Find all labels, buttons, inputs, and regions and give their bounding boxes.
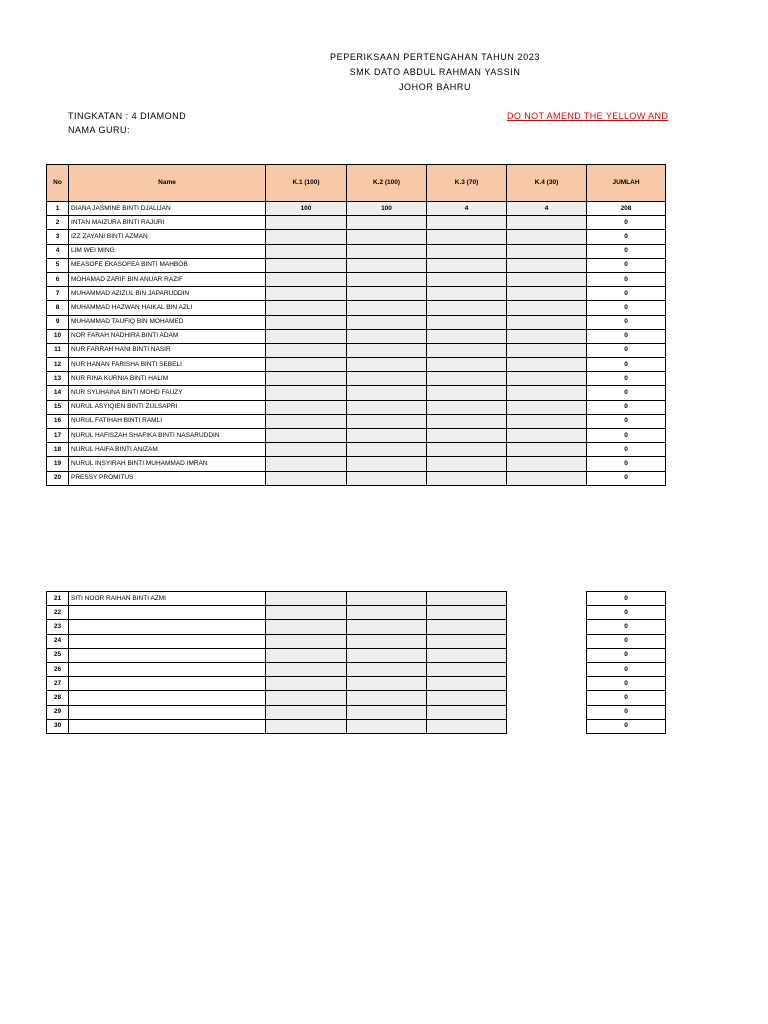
student-name[interactable]: NURUL INSYIRAH BINTI MUHAMMAD IMRAN [69,457,266,471]
student-name[interactable]: MUHAMMAD HAZWAN HAIKAL BIN AZLI [69,301,266,315]
score-k1[interactable] [266,343,347,357]
score-k3[interactable] [427,400,507,414]
table-row [47,457,666,471]
score-k3[interactable] [427,216,507,230]
score-k3[interactable] [427,386,507,400]
col-jumlah: JUMLAH [587,165,666,202]
student-name[interactable] [69,620,266,634]
row-number: 15 [47,400,69,414]
score-k2[interactable] [347,329,427,343]
score-k3[interactable] [427,244,507,258]
empty-cell [507,677,587,691]
table-row [47,719,666,733]
score-k4[interactable] [507,429,587,443]
table-row [47,230,666,244]
row-number: 27 [47,677,69,691]
total-jumlah: 0 [587,443,666,457]
score-k1[interactable] [266,443,347,457]
score-k2[interactable] [347,719,427,733]
score-k4[interactable]: 4 [507,202,587,216]
table-row [47,648,666,662]
score-k3[interactable] [427,443,507,457]
row-number: 4 [47,244,69,258]
score-k3[interactable] [427,606,507,620]
score-k2[interactable] [347,705,427,719]
score-k1[interactable]: 100 [266,202,347,216]
table-row [47,620,666,634]
score-k2[interactable] [347,301,427,315]
total-jumlah: 0 [587,216,666,230]
score-k3[interactable] [427,705,507,719]
student-name[interactable] [69,691,266,705]
table-row [47,634,666,648]
table-row [47,429,666,443]
row-number: 6 [47,272,69,286]
score-k3[interactable]: 4 [427,202,507,216]
student-name[interactable] [69,634,266,648]
row-number: 25 [47,648,69,662]
row-number: 14 [47,386,69,400]
table-row [47,691,666,705]
score-k1[interactable] [266,272,347,286]
col-k3: K.3 (70) [427,165,507,202]
score-k2[interactable] [347,386,427,400]
student-name[interactable]: NURUL ASYIQIEN BINTI ZULSAPRI [69,400,266,414]
row-number: 18 [47,443,69,457]
student-name[interactable] [69,705,266,719]
row-number: 11 [47,343,69,357]
score-k3[interactable] [427,329,507,343]
class-label: TINGKATAN : 4 DIAMOND [68,111,187,121]
score-k4[interactable] [507,230,587,244]
score-k4[interactable] [507,443,587,457]
score-k2[interactable] [347,372,427,386]
table-row [47,705,666,719]
score-k1[interactable] [266,400,347,414]
total-jumlah: 0 [587,662,666,676]
table-row [47,471,666,485]
school-name: SMK DATO ABDUL RAHMAN YASSIN [349,67,521,77]
score-k2[interactable] [347,443,427,457]
total-jumlah: 0 [587,592,666,606]
score-k4[interactable] [507,287,587,301]
score-k2[interactable] [347,244,427,258]
score-k4[interactable] [507,358,587,372]
table-row [47,258,666,272]
score-k3[interactable] [427,719,507,733]
score-k2[interactable] [347,216,427,230]
empty-cell [507,662,587,676]
empty-cell [507,691,587,705]
student-name[interactable]: NUR SYUHAINA BINTI MOHD FAUZY [69,386,266,400]
student-name[interactable] [69,677,266,691]
table-row [47,662,666,676]
score-k1[interactable] [266,662,347,676]
row-number: 7 [47,287,69,301]
col-k4: K.4 (30) [507,165,587,202]
score-k3[interactable] [427,414,507,428]
total-jumlah: 0 [587,358,666,372]
score-k4[interactable] [507,244,587,258]
table-row [47,244,666,258]
table-header-row [47,165,666,202]
score-k1[interactable] [266,216,347,230]
table-row [47,606,666,620]
row-number: 2 [47,216,69,230]
score-k1[interactable] [266,471,347,485]
score-k3[interactable] [427,648,507,662]
table-row [47,443,666,457]
score-k1[interactable] [266,372,347,386]
student-name[interactable]: NURUL HAFISZAH SHAFIKA BINTI NASARUDDIN [69,429,266,443]
score-k3[interactable] [427,662,507,676]
total-jumlah: 0 [587,648,666,662]
total-jumlah: 0 [587,301,666,315]
table-row [47,315,666,329]
empty-cell [507,634,587,648]
score-k1[interactable] [266,719,347,733]
student-name[interactable] [69,606,266,620]
score-k2[interactable]: 100 [347,202,427,216]
total-jumlah: 208 [587,202,666,216]
row-number: 3 [47,230,69,244]
score-k4[interactable] [507,457,587,471]
student-name[interactable]: NOR FARAH NADHIRA BINTI ADAM [69,329,266,343]
total-jumlah: 0 [587,272,666,286]
student-name[interactable]: LIM WEI MING [69,244,266,258]
score-k2[interactable] [347,691,427,705]
score-k1[interactable] [266,677,347,691]
score-k1[interactable] [266,414,347,428]
warning-note: DO NOT AMEND THE YELLOW AND [507,111,669,121]
table-row [47,400,666,414]
score-k4[interactable] [507,315,587,329]
score-k2[interactable] [347,230,427,244]
total-jumlah: 0 [587,691,666,705]
student-name[interactable] [69,648,266,662]
score-k1[interactable] [266,691,347,705]
score-k1[interactable] [266,230,347,244]
row-number: 20 [47,471,69,485]
score-k1[interactable] [266,648,347,662]
score-k2[interactable] [347,620,427,634]
row-number: 21 [47,592,69,606]
score-k3[interactable] [427,457,507,471]
score-k4[interactable] [507,400,587,414]
student-name[interactable]: MUHAMMAD AZIZUL BIN JAPARUDDIN [69,287,266,301]
total-jumlah: 0 [587,471,666,485]
total-jumlah: 0 [587,343,666,357]
score-k3[interactable] [427,691,507,705]
row-number: 28 [47,691,69,705]
student-name[interactable]: NUR FARRAH HANI BINTI NASIR [69,343,266,357]
score-k2[interactable] [347,400,427,414]
score-k4[interactable] [507,258,587,272]
score-k2[interactable] [347,471,427,485]
empty-cell [507,705,587,719]
score-k1[interactable] [266,620,347,634]
table-row [47,216,666,230]
score-k2[interactable] [347,606,427,620]
score-k1[interactable] [266,287,347,301]
table-row [47,592,666,606]
score-k3[interactable] [427,315,507,329]
score-k1[interactable] [266,634,347,648]
score-k1[interactable] [266,429,347,443]
row-number: 8 [47,301,69,315]
table-row [47,343,666,357]
score-k4[interactable] [507,386,587,400]
total-jumlah: 0 [587,677,666,691]
student-name[interactable]: INTAN MAIZURA BINTI RAJURI [69,216,266,230]
total-jumlah: 0 [587,620,666,634]
row-number: 5 [47,258,69,272]
row-number: 9 [47,315,69,329]
total-jumlah: 0 [587,287,666,301]
score-k2[interactable] [347,315,427,329]
total-jumlah: 0 [587,634,666,648]
score-k2[interactable] [347,358,427,372]
total-jumlah: 0 [587,414,666,428]
row-number: 10 [47,329,69,343]
total-jumlah: 0 [587,457,666,471]
score-k3[interactable] [427,301,507,315]
score-k2[interactable] [347,457,427,471]
total-jumlah: 0 [587,230,666,244]
score-k3[interactable] [427,620,507,634]
student-name[interactable]: IZZ ZAYANI BINTI AZMAN [69,230,266,244]
score-k2[interactable] [347,429,427,443]
teacher-label: NAMA GURU: [68,125,131,135]
score-k4[interactable] [507,301,587,315]
empty-cell [507,620,587,634]
table-row [47,358,666,372]
score-k1[interactable] [266,301,347,315]
score-k1[interactable] [266,358,347,372]
total-jumlah: 0 [587,705,666,719]
student-name[interactable] [69,719,266,733]
table-row [47,677,666,691]
score-k2[interactable] [347,592,427,606]
score-k3[interactable] [427,677,507,691]
empty-cell [507,592,587,606]
row-number: 16 [47,414,69,428]
score-k1[interactable] [266,606,347,620]
table-row [47,202,666,216]
score-k4[interactable] [507,343,587,357]
score-k1[interactable] [266,258,347,272]
student-name[interactable]: SITI NOOR RAIHAN BINTI AZMI [69,592,266,606]
total-jumlah: 0 [587,258,666,272]
student-name[interactable]: NUR HANAN FARISHA BINTI SEBELI [69,358,266,372]
student-name[interactable]: MOHAMAD ZARIF BIN ANUAR RAZIF [69,272,266,286]
student-name[interactable]: MEASOFE EKASOFEA BINTI MAHBOB [69,258,266,272]
total-jumlah: 0 [587,400,666,414]
extra-marks-table [46,591,666,734]
row-number: 12 [47,358,69,372]
score-k1[interactable] [266,244,347,258]
table-row [47,386,666,400]
score-k3[interactable] [427,592,507,606]
score-k2[interactable] [347,343,427,357]
student-name[interactable]: NURUL FATIHAH BINTI RAMLI [69,414,266,428]
row-number: 1 [47,202,69,216]
table-row [47,287,666,301]
score-k3[interactable] [427,343,507,357]
student-name[interactable]: DIANA JASMINE BINTI DJALIJAN [69,202,266,216]
report-title: PEPERIKSAAN PERTENGAHAN TAHUN 2023 [330,52,540,62]
score-k4[interactable] [507,329,587,343]
student-name[interactable]: NUR RINA KURNIA BINTI HALIM [69,372,266,386]
row-number: 22 [47,606,69,620]
score-k3[interactable] [427,471,507,485]
score-k3[interactable] [427,429,507,443]
student-name[interactable]: PRESSY PROMITUS [69,471,266,485]
total-jumlah: 0 [587,315,666,329]
school-city: JOHOR BAHRU [398,82,472,92]
table-row [47,414,666,428]
row-number: 13 [47,372,69,386]
score-k1[interactable] [266,592,347,606]
score-k4[interactable] [507,272,587,286]
row-number: 17 [47,429,69,443]
score-k4[interactable] [507,216,587,230]
total-jumlah: 0 [587,244,666,258]
total-jumlah: 0 [587,329,666,343]
col-name: Name [69,165,266,202]
score-k3[interactable] [427,372,507,386]
empty-cell [507,719,587,733]
score-k4[interactable] [507,372,587,386]
row-number: 23 [47,620,69,634]
score-k2[interactable] [347,648,427,662]
col-no: No [47,165,69,202]
score-k3[interactable] [427,634,507,648]
row-number: 19 [47,457,69,471]
table-row [47,301,666,315]
student-name[interactable] [69,662,266,676]
score-k1[interactable] [266,329,347,343]
score-k3[interactable] [427,287,507,301]
score-k2[interactable] [347,662,427,676]
score-k1[interactable] [266,315,347,329]
score-k1[interactable] [266,705,347,719]
row-number: 29 [47,705,69,719]
score-k3[interactable] [427,358,507,372]
marks-table [46,164,666,486]
empty-cell [507,606,587,620]
col-k2: K.2 (100) [347,165,427,202]
table-row [47,272,666,286]
col-k1: K.1 (100) [266,165,347,202]
empty-cell [507,648,587,662]
total-jumlah: 0 [587,372,666,386]
row-number: 30 [47,719,69,733]
score-k2[interactable] [347,634,427,648]
student-name[interactable]: NURUL HAIFA BINTI ANIZAM [69,443,266,457]
score-k2[interactable] [347,677,427,691]
student-name[interactable]: MUHAMMAD TAUFIQ BIN MOHAMED [69,315,266,329]
score-k1[interactable] [266,457,347,471]
table-row [47,372,666,386]
score-k3[interactable] [427,258,507,272]
row-number: 26 [47,662,69,676]
score-k3[interactable] [427,272,507,286]
score-k2[interactable] [347,414,427,428]
table-row [47,329,666,343]
score-k2[interactable] [347,287,427,301]
total-jumlah: 0 [587,386,666,400]
score-k4[interactable] [507,471,587,485]
row-number: 24 [47,634,69,648]
score-k2[interactable] [347,272,427,286]
score-k4[interactable] [507,414,587,428]
score-k2[interactable] [347,258,427,272]
score-k1[interactable] [266,386,347,400]
total-jumlah: 0 [587,429,666,443]
total-jumlah: 0 [587,719,666,733]
total-jumlah: 0 [587,606,666,620]
score-k3[interactable] [427,230,507,244]
